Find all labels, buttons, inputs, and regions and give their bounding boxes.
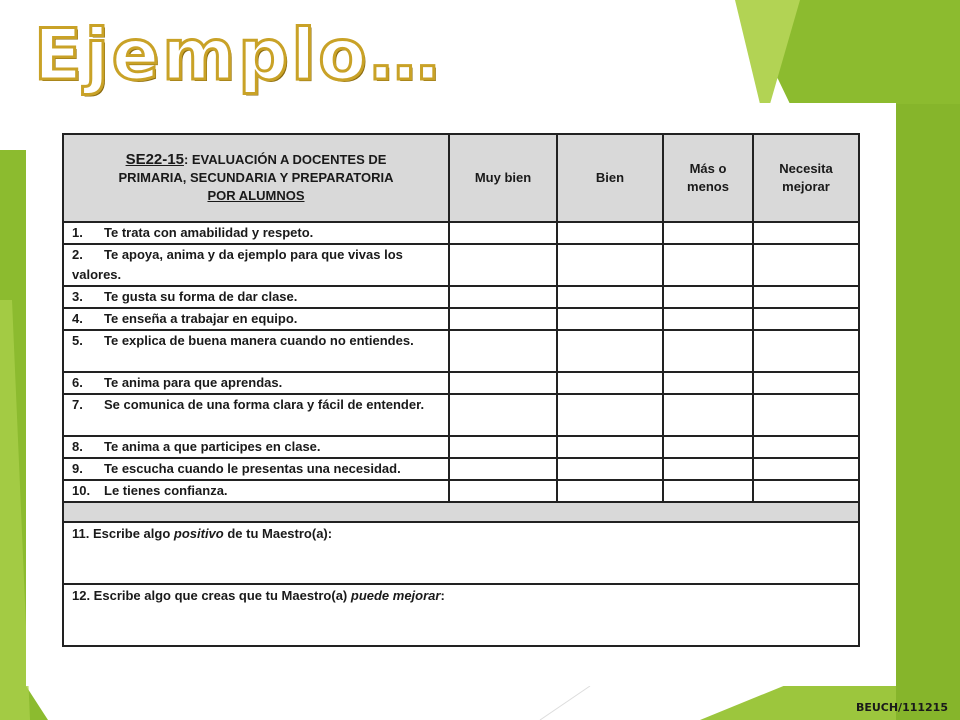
green-shape-right xyxy=(896,104,960,720)
answer-cell[interactable] xyxy=(557,308,663,330)
question-cell xyxy=(63,372,449,394)
answer-cell[interactable] xyxy=(449,222,557,244)
answer-cell[interactable] xyxy=(663,480,753,502)
answer-cell[interactable] xyxy=(663,222,753,244)
answer-cell[interactable] xyxy=(449,394,557,436)
open-question-11-suffix: de tu Maestro(a): xyxy=(223,526,333,541)
question-cell xyxy=(63,480,449,502)
form-code: SE22-15 xyxy=(125,151,184,168)
question-cell xyxy=(63,308,449,330)
faint-line xyxy=(540,686,590,720)
question-cell xyxy=(63,286,449,308)
question-text: Te apoya, anima y da ejemplo para que vivas los valores. xyxy=(72,247,403,282)
column-header-bien: Bien xyxy=(557,134,663,222)
answer-cell[interactable] xyxy=(753,436,859,458)
answer-cell[interactable] xyxy=(449,244,557,286)
form-title-line1: : EVALUACIÓN A DOCENTES DE xyxy=(183,152,387,167)
answer-cell[interactable] xyxy=(557,222,663,244)
answer-cell[interactable] xyxy=(753,458,859,480)
answer-cell[interactable] xyxy=(663,372,753,394)
question-number: 6. xyxy=(72,375,83,390)
question-text: Le tienes confianza. xyxy=(104,483,228,498)
question-text: Se comunica de una forma clara y fácil de entender. xyxy=(104,397,425,412)
open-question-11[interactable] xyxy=(63,522,859,584)
question-cell xyxy=(63,436,449,458)
open-question-12-emphasis: puede mejorar xyxy=(350,588,441,603)
form-title-line3: POR ALUMNOS xyxy=(207,188,305,203)
answer-cell[interactable] xyxy=(663,394,753,436)
answer-cell[interactable] xyxy=(449,480,557,502)
question-row xyxy=(63,222,859,244)
answer-cell[interactable] xyxy=(449,436,557,458)
answer-cell[interactable] xyxy=(753,244,859,286)
question-row xyxy=(63,436,859,458)
answer-cell[interactable] xyxy=(663,244,753,286)
evaluation-form-table xyxy=(62,133,860,647)
header-row xyxy=(63,134,859,222)
open-question-11-emphasis: positivo xyxy=(173,526,224,541)
question-number: 2. xyxy=(72,247,83,262)
open-question-row xyxy=(63,584,859,646)
question-row xyxy=(63,372,859,394)
answer-cell[interactable] xyxy=(557,458,663,480)
answer-cell[interactable] xyxy=(449,286,557,308)
separator-cell xyxy=(63,502,859,522)
column-header-muy-bien: Muy bien xyxy=(449,134,557,222)
question-number: 4. xyxy=(72,311,83,326)
answer-cell[interactable] xyxy=(557,286,663,308)
answer-cell[interactable] xyxy=(753,372,859,394)
question-text: Te escucha cuando le presentas una necesidad. xyxy=(104,461,401,476)
question-text: Te trata con amabilidad y respeto. xyxy=(104,225,314,240)
question-row xyxy=(63,480,859,502)
question-row xyxy=(63,244,859,286)
question-number: 8. xyxy=(72,439,83,454)
answer-cell[interactable] xyxy=(557,372,663,394)
answer-cell[interactable] xyxy=(557,394,663,436)
question-number: 1. xyxy=(72,225,83,240)
answer-cell[interactable] xyxy=(753,308,859,330)
question-number: 5. xyxy=(72,333,83,348)
answer-cell[interactable] xyxy=(557,436,663,458)
question-text: Te anima a que participes en clase. xyxy=(104,439,321,454)
question-number: 7. xyxy=(72,397,83,412)
open-question-12-prefix: 12. Escribe algo que creas que tu Maestro(a) xyxy=(72,588,351,603)
question-number: 9. xyxy=(72,461,83,476)
slide-title: Ejemplo… xyxy=(34,14,443,96)
question-text: Te gusta su forma de dar clase. xyxy=(104,289,298,304)
column-header-mas-o-menos: Más o menos xyxy=(663,134,753,222)
question-number: 10. xyxy=(72,483,91,498)
answer-cell[interactable] xyxy=(753,222,859,244)
separator-row xyxy=(63,502,859,522)
form-title xyxy=(63,134,449,222)
answer-cell[interactable] xyxy=(557,330,663,372)
answer-cell[interactable] xyxy=(557,480,663,502)
question-text: Te explica de buena manera cuando no entiendes. xyxy=(104,333,414,348)
answer-cell[interactable] xyxy=(753,394,859,436)
answer-cell[interactable] xyxy=(449,372,557,394)
question-number: 3. xyxy=(72,289,83,304)
answer-cell[interactable] xyxy=(449,330,557,372)
answer-cell[interactable] xyxy=(449,308,557,330)
answer-cell[interactable] xyxy=(557,244,663,286)
question-text: Te enseña a trabajar en equipo. xyxy=(104,311,298,326)
answer-cell[interactable] xyxy=(449,458,557,480)
open-question-row xyxy=(63,522,859,584)
question-cell xyxy=(63,330,449,372)
question-row xyxy=(63,458,859,480)
form-title-line2: PRIMARIA, SECUNDARIA Y PREPARATORIA xyxy=(118,170,394,185)
open-question-11-prefix: 11. Escribe algo xyxy=(72,526,174,541)
answer-cell[interactable] xyxy=(753,330,859,372)
answer-cell[interactable] xyxy=(663,286,753,308)
open-question-12-suffix: : xyxy=(440,588,445,603)
answer-cell[interactable] xyxy=(663,436,753,458)
slide-footer: BEUCH/111215 xyxy=(855,701,948,714)
question-row xyxy=(63,286,859,308)
answer-cell[interactable] xyxy=(753,286,859,308)
question-cell xyxy=(63,222,449,244)
question-text: Te anima para que aprendas. xyxy=(104,375,283,390)
question-row xyxy=(63,394,859,436)
answer-cell[interactable] xyxy=(663,330,753,372)
question-cell xyxy=(63,244,449,286)
question-cell xyxy=(63,394,449,436)
open-question-12[interactable] xyxy=(63,584,859,646)
column-header-necesita-mejorar: Necesita mejorar xyxy=(753,134,859,222)
question-cell xyxy=(63,458,449,480)
answer-cell[interactable] xyxy=(663,308,753,330)
answer-cell[interactable] xyxy=(753,480,859,502)
question-row xyxy=(63,308,859,330)
answer-cell[interactable] xyxy=(663,458,753,480)
question-row xyxy=(63,330,859,372)
